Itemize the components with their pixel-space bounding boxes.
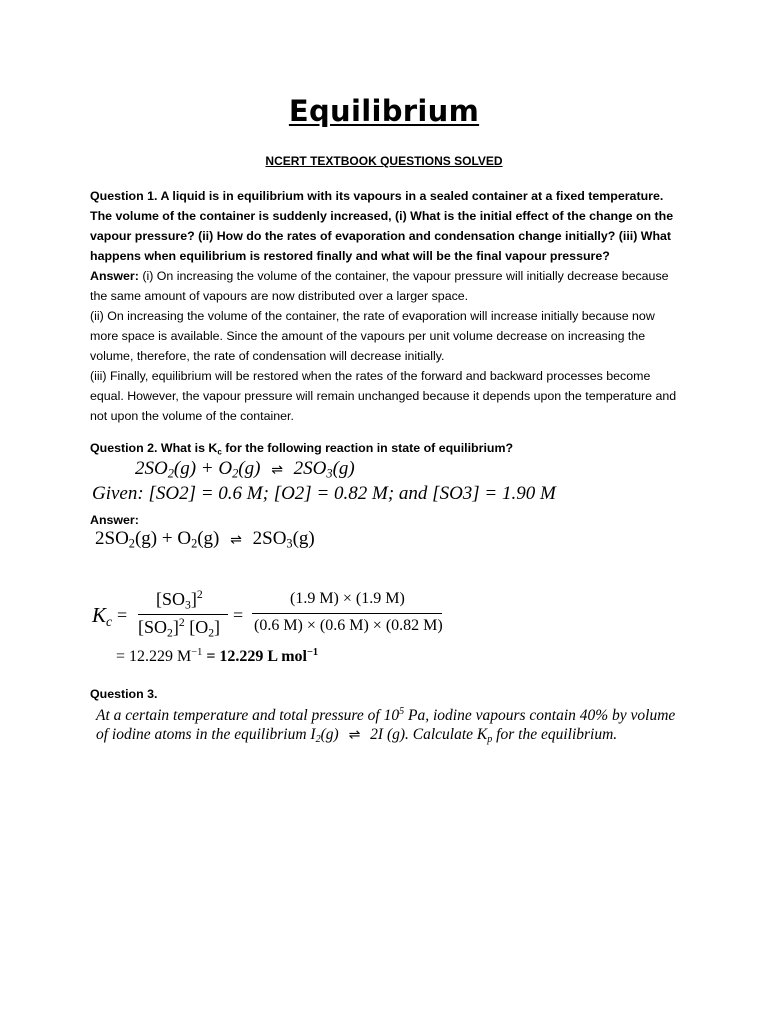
q2-reaction: $2SO_2(g) + O_2(g)$ ⇌ $2SO_3(g)$ [135, 458, 355, 481]
question-1-answer [90, 266, 680, 426]
equilibrium-arrow-icon: ⇌ [348, 727, 361, 743]
q2-answer-label: Answer: [90, 513, 139, 527]
question-3-text: At a certain temperature and total pressure of $10^5$ Pa, iodine vapours contain 40% by volume of iodine atoms in the equilibrium $I_2(g)$ ⇌ 2I (g). Calculate $K_p$ for the equilibrium. [96, 705, 676, 746]
fraction-line [138, 614, 228, 615]
q2-answer-reaction: $2SO_2(g) + O_2(g)$ ⇌ $2SO_3(g)$ [95, 528, 315, 551]
kc-denominator-symbolic: $[SO_2]^2$ $[O_2]$ [138, 615, 221, 640]
answer-label: Answer: [90, 269, 139, 283]
kc-result: = 12.229 $M^{-1} = 12.229$ L mol$^{-1}$ [116, 646, 319, 665]
question-3-label: Question 3. [90, 687, 158, 701]
page-subtitle: NCERT TEXTBOOK QUESTIONS SOLVED [265, 154, 503, 168]
equilibrium-arrow-icon: ⇌ [271, 462, 283, 478]
fraction-line [252, 613, 442, 614]
kc-numerator-values: (1.9 M) × (1.9 M) [290, 590, 405, 607]
q2-given: Given: [SO2] = 0.6 M; [O2] = 0.82 M; and [SO3] = 1.90 M [92, 483, 556, 504]
equilibrium-arrow-icon: ⇌ [230, 532, 242, 548]
equals-sign: = [117, 605, 128, 625]
kc-numerator-symbolic: $[SO_3]^2$ [156, 587, 203, 612]
kc-symbol: $K_c$ [92, 603, 113, 630]
question-1-text: Question 1. A liquid is in equilibrium with its vapours in a sealed container at a fixed temperature. The volume of the container is suddenly increased, (i) What is the initial effect of the change on the vapour pressure? (ii) How do the rates of evaporation and condensation change initially? (iii) What happens when equilibrium is restored finally and what will be the final vapour pressure? [90, 189, 674, 263]
answer-part-i: (i) On increasing the volume of the container, the vapour pressure will initially decrease because the same amount of vapours are now distributed over a larger space. [90, 269, 669, 303]
equals-sign: = [233, 605, 244, 625]
question-2-text: Question 2. What is $K_c$ for the following reaction in state of equilibrium? [90, 441, 514, 457]
answer-part-ii: (ii) On increasing the volume of the container, the rate of evaporation will increase initially because now more space is available. Since the amount of the vapours per unit volume decrease on increasing the volume, therefore, the rate of condensation will decrease initially. [90, 309, 655, 363]
answer-part-iii: (iii) Finally, equilibrium will be restored when the rates of the forward and backward processes become equal. However, the vapour pressure will remain unchanged because it depends upon the temperature and not upon the volume of the container. [90, 369, 677, 423]
kc-denominator-values: (0.6 M) × (0.6 M) × (0.82 M) [254, 617, 443, 634]
page-title: Equilibrium [288, 94, 480, 128]
